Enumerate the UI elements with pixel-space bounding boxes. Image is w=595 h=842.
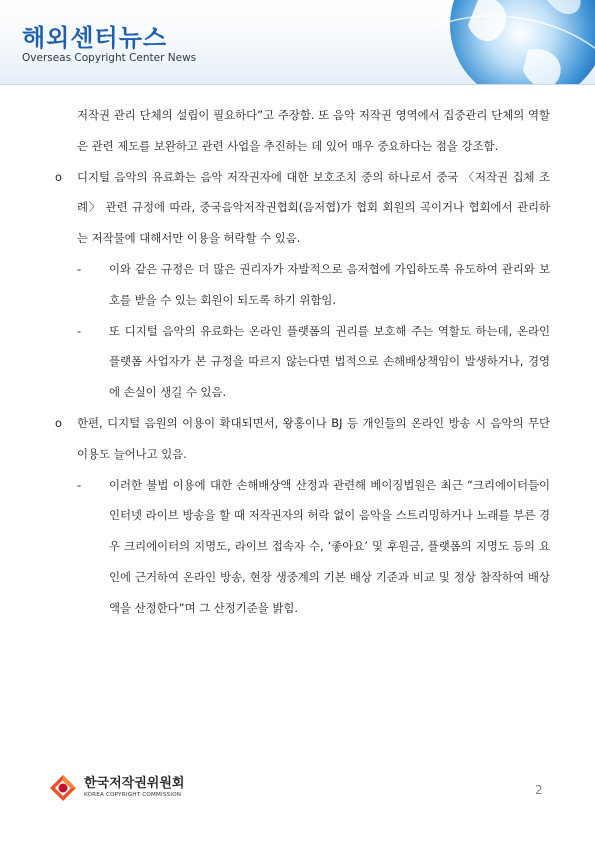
bullet-item (55, 408, 550, 470)
sub-item-text: 이와 같은 규정은 더 많은 권리자가 자발적으로 음저협에 가입하도록 유도하여 관리와 보호를 받을 수 있는 회원이 되도록 하기 위함임. (109, 261, 550, 307)
bullet-text: 한편, 디지털 음원의 이용이 확대되면서, 왕홍이나 BJ 등 개인들의 온라인 방송 시 음악의 무단 이용도 늘어나고 있음. (77, 415, 550, 461)
bullet-marker: o (55, 415, 62, 430)
sub-item (77, 316, 550, 408)
continued-paragraph: 저작권 관리 단체의 설립이 필요하다”고 주장함. 또 음악 저작권 영역에서 집중관리 단체의 역할은 관련 제도를 보완하고 관련 사업을 추진하는 데 있어 매우 중요하다는 점을 강조함. (77, 108, 550, 153)
org-name-english: KOREA COPYRIGHT COMMISSION (84, 792, 182, 798)
dash-marker: - (77, 261, 82, 276)
document-body (55, 100, 550, 624)
sub-item-text: 이러한 불법 이용에 대한 손해배상액 산정과 관련해 베이징법원은 최근 “크리에이터들이 인터넷 라이브 방송을 할 때 저작권자의 허락 없이 음악을 스트리밍하거나 노래를 부른 경우 크리에이터의 지명도, 라이브 접속자 수, ‘좋아요’ 및 후원금, 플랫폼의 지명도 등의 요인에 근거하여 온라인 방송, 현장 생중계의 기본 배상 기준과 비교 및 정상 참작하여 배상액을 산정한다”며 그 산정기준을 밝힘. (109, 477, 550, 615)
org-name-korean: 한국저작권위원회 (84, 776, 185, 791)
bullet-marker: o (55, 169, 62, 184)
footer-org-names (84, 777, 184, 799)
bullet-text: 디지털 음악의 유료화는 음악 저작권자에 대한 보호조치 중의 하나로서 중국 〈저작권 집체 조례〉 관련 규정에 따라, 중국음악저작권협회(음저협)가 협회 회원의 곡이거나 협회에서 관리하는 저작물에 대해서만 이용을 허락할 수 있음. (77, 169, 550, 246)
header-title: 해외센터뉴스 (22, 24, 168, 52)
sub-item (77, 254, 550, 316)
header-divider (0, 84, 595, 85)
dash-marker: - (77, 477, 82, 492)
page-header (0, 0, 595, 85)
sub-item (77, 470, 550, 624)
header-subtitle: Overseas Copyright Center News (22, 52, 197, 64)
globe-icon (418, 0, 595, 85)
kcc-logo-icon (48, 773, 78, 803)
sub-item-text: 또 디지털 음악의 유료화는 온라인 플랫폼의 권리를 보호해 주는 역할도 하는데, 온라인 플랫폼 사업자가 본 규정을 따르지 않는다면 법적으로 손해배상책임이 발생하거나, 경영에 손실이 생길 수 있음. (109, 323, 550, 400)
bullet-item (55, 162, 550, 254)
footer-logo (48, 773, 184, 803)
page-number: 2 (535, 783, 543, 797)
dash-marker: - (77, 323, 82, 338)
